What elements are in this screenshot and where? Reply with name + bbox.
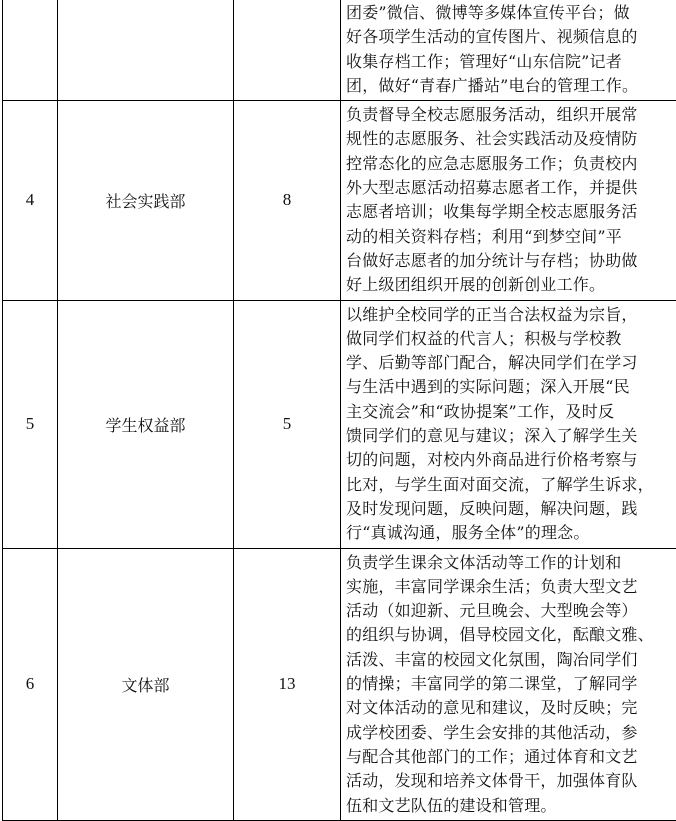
duty-line: 的组织与协调，倡导校园文化，酝酿文雅、 [346, 623, 676, 647]
duty-line: 主交流会”和“政协提案”工作，及时反 [346, 400, 676, 424]
row-number: 4 [3, 101, 58, 300]
department-name: 社会实践部 [58, 101, 234, 300]
table-row [3, 548, 676, 820]
duty-line: 实施，丰富同学课余生活；负责大型文艺 [346, 575, 676, 599]
duty-line: 控常态化的应急志愿服务工作；负责校内 [346, 152, 676, 176]
duty-line: 团委”微信、微博等多媒体宣传平台；做 [346, 1, 676, 25]
member-count: 8 [234, 101, 341, 300]
department-table [2, 0, 676, 821]
member-count: 5 [234, 300, 341, 548]
duty-line: 动的相关资料存档；利用“到梦空间”平 [346, 225, 676, 249]
duty-line: 收集存档工作；管理好“山东信院”记者 [346, 50, 676, 74]
duty-line: 台做好志愿者的加分统计与存档；协助做 [346, 249, 676, 273]
table-row [3, 0, 676, 101]
duty-line: 与生活中遇到的实际问题；深入开展“民 [346, 375, 676, 399]
duty-line: 负责督导全校志愿服务活动，组织开展常 [346, 103, 676, 127]
row-number: 5 [3, 300, 58, 548]
table-row [3, 101, 676, 300]
duty-line: 外大型志愿活动招募志愿者工作，并提供 [346, 176, 676, 200]
duty-line: 活动，发现和培养文体骨干，加强体育队 [346, 769, 676, 793]
duty-line: 行“真诚沟通，服务全体”的理念。 [346, 521, 676, 545]
duty-line: 比对，与学生面对面交流，了解学生诉求， [346, 473, 676, 497]
member-count [234, 0, 341, 101]
duty-line: 做同学们权益的代言人；积极与学校教 [346, 327, 676, 351]
duty-description [341, 548, 676, 820]
duty-line: 志愿者培训；收集每学期全校志愿服务活 [346, 200, 676, 224]
duty-line: 团，做好“青春广播站”电台的管理工作。 [346, 74, 676, 98]
duty-line: 成学校团委、学生会安排的其他活动，参 [346, 721, 676, 745]
duty-line: 活泼、丰富的校园文化氛围，陶冶同学们 [346, 648, 676, 672]
table-row [3, 300, 676, 548]
duty-line: 好各项学生活动的宣传图片、视频信息的 [346, 25, 676, 49]
duty-line: 活动（如迎新、元旦晚会、大型晚会等） [346, 599, 676, 623]
row-number [3, 0, 58, 101]
department-name: 文体部 [58, 548, 234, 820]
department-name: 学生权益部 [58, 300, 234, 548]
duty-line: 负责学生课余文体活动等工作的计划和 [346, 551, 676, 575]
duty-line: 馈同学们的意见与建议；深入了解学生关 [346, 424, 676, 448]
duty-description [341, 101, 676, 300]
department-name [58, 0, 234, 101]
duty-line: 与配合其他部门的工作；通过体育和文艺 [346, 745, 676, 769]
duty-line: 以维护全校同学的正当合法权益为宗旨， [346, 303, 676, 327]
duty-line: 好上级团组织开展的创新创业工作。 [346, 273, 676, 297]
duty-description [341, 0, 676, 101]
duty-line: 的情操；丰富同学的第二课堂，了解同学 [346, 672, 676, 696]
duty-line: 规性的志愿服务、社会实践活动及疫情防 [346, 127, 676, 151]
duty-line: 对文体活动的意见和建议，及时反映；完 [346, 696, 676, 720]
duty-line: 学、后勤等部门配合，解决同学们在学习 [346, 351, 676, 375]
row-number: 6 [3, 548, 58, 820]
duty-line: 切的问题，对校内外商品进行价格考察与 [346, 448, 676, 472]
duty-description [341, 300, 676, 548]
member-count: 13 [234, 548, 341, 820]
duty-line: 伍和文艺队伍的建设和管理。 [346, 794, 676, 818]
duty-line: 及时发现问题，反映问题，解决问题，践 [346, 497, 676, 521]
